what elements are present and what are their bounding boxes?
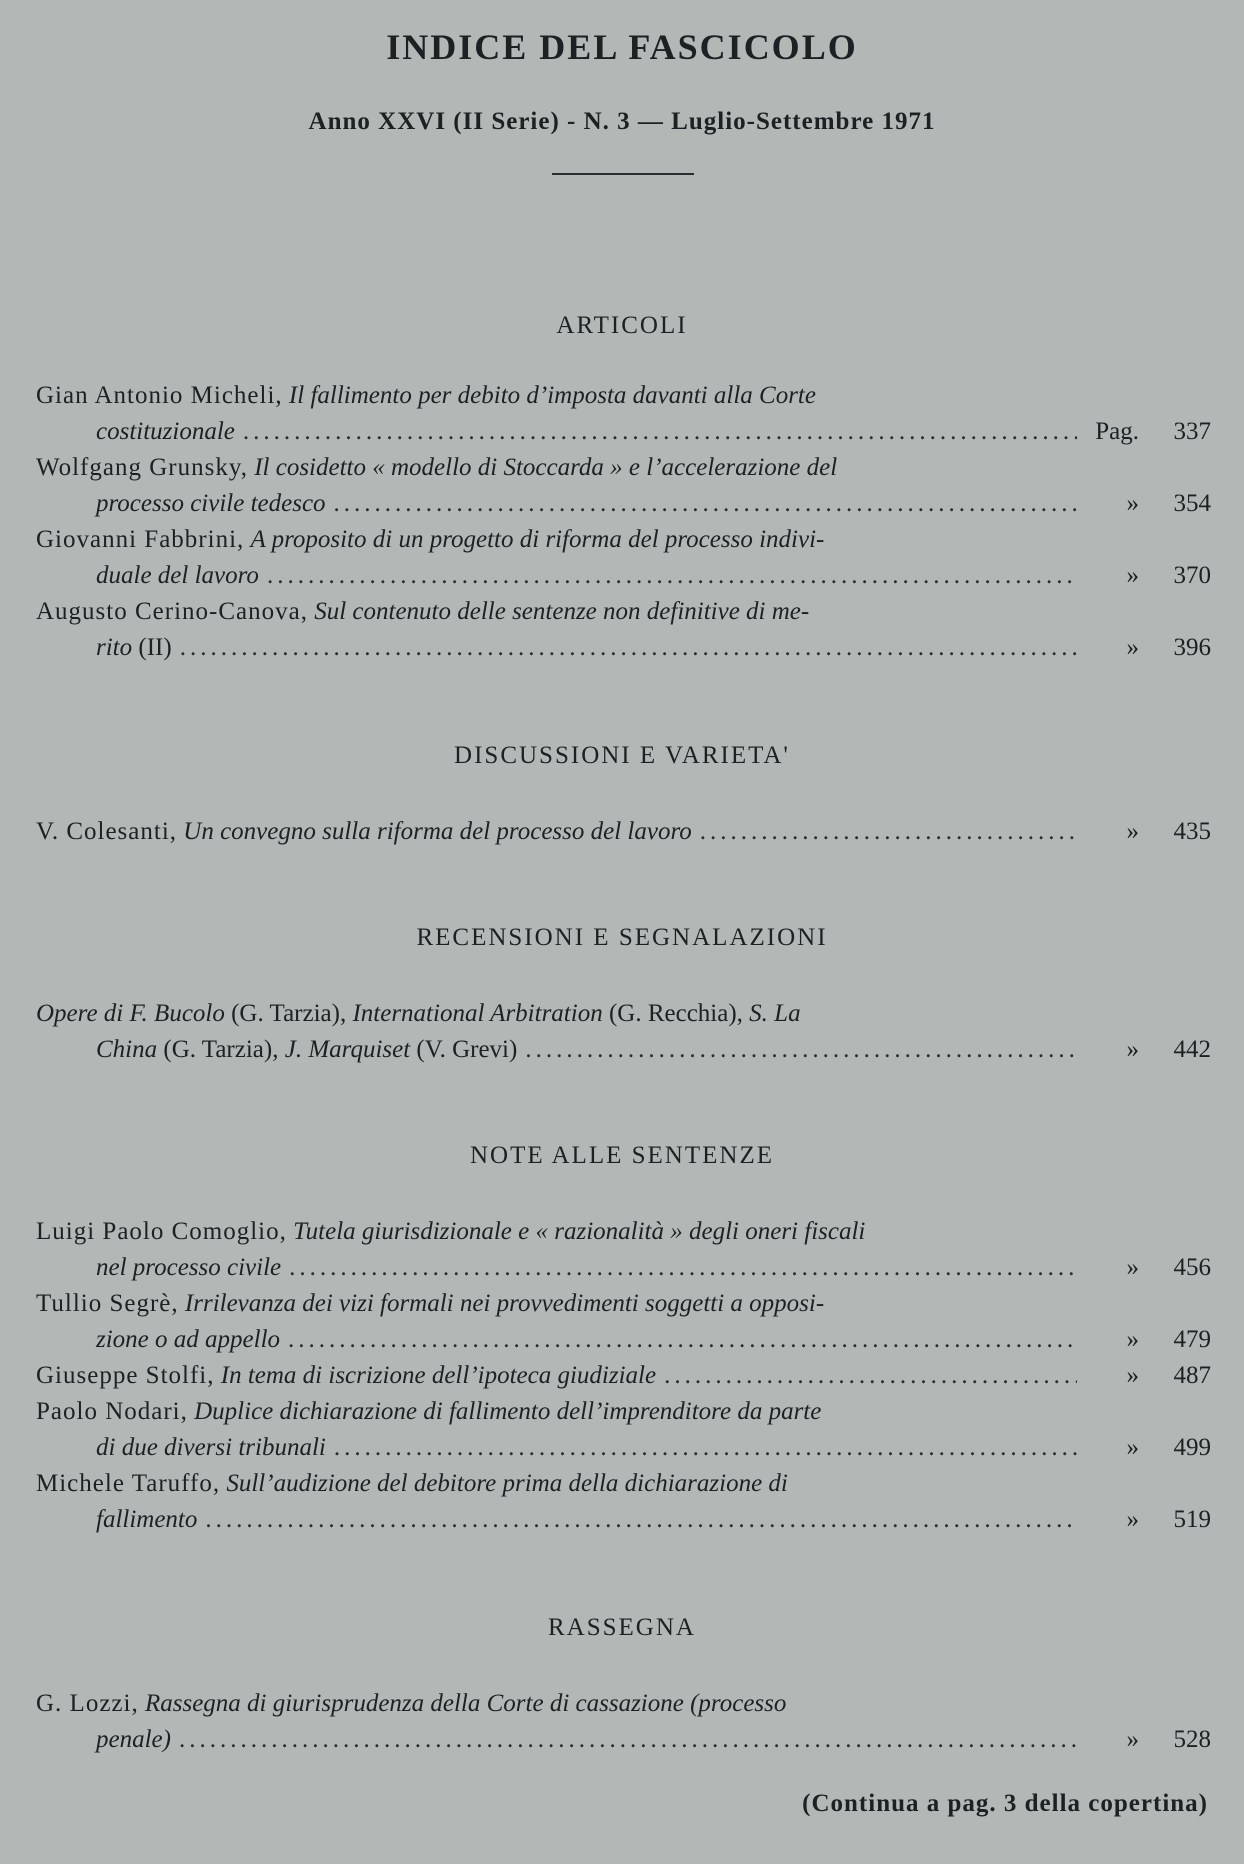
entry-title: Il fallimento per debito d’imposta davanti alla Corte (288, 382, 816, 409)
entry-title-cont: costituzionale (96, 418, 235, 445)
page-number: 519 (1173, 1506, 1211, 1533)
leader-dots (334, 486, 1077, 522)
entry-title: Un convegno sulla riforma del processo del lavoro (183, 818, 692, 845)
page-number: 396 (1173, 634, 1211, 661)
entry-author: G. Lozzi, (36, 1690, 139, 1717)
entry-author: Gian Antonio Micheli, (36, 382, 283, 409)
page-prefix: » (1126, 1726, 1139, 1753)
entry-title-cont: di due diversi tribunali (96, 1434, 326, 1461)
toc-entry (36, 522, 1211, 594)
reviewed-work: China (96, 1036, 158, 1063)
toc-entry (36, 1466, 1211, 1538)
leader-dots (288, 1322, 1077, 1358)
page-number: 456 (1173, 1254, 1211, 1281)
reviewer: (G. Tarzia), (157, 1036, 285, 1063)
entry-title-part: (II) (132, 634, 172, 661)
entry-title: Rassegna di giurisprudenza della Corte di cassazione (processo (144, 1690, 787, 1717)
section-heading-recensioni: RECENSIONI E SEGNALAZIONI (416, 924, 828, 951)
page-number: 435 (1173, 818, 1211, 845)
entry-title-cont: rito (96, 634, 133, 661)
page-prefix: Pag. (1095, 418, 1139, 445)
page-number: 442 (1173, 1036, 1211, 1063)
page-title: INDICE DEL FASCICOLO (386, 27, 858, 67)
entry-title-cont: processo civile tedesco (96, 490, 326, 517)
page-prefix: » (1126, 562, 1139, 589)
leader-dots (205, 1502, 1077, 1538)
entry-title: A proposito di un progetto di riforma del processo indivi- (250, 526, 825, 553)
entry-author: Wolfgang Grunsky, (36, 454, 248, 481)
toc-entry (36, 1394, 1211, 1466)
leader-dots (243, 414, 1077, 450)
page-prefix: » (1126, 1434, 1139, 1461)
entry-title-cont: nel processo civile (96, 1254, 282, 1281)
issue-subtitle: Anno XXVI (II Serie) - N. 3 — Luglio-Settembre 1971 (308, 108, 936, 135)
toc-entry (36, 450, 1211, 522)
entry-title: Sull’audizione del debitore prima della dichiarazione di (226, 1470, 788, 1497)
toc-entry (36, 1686, 1211, 1758)
entry-title-cont: fallimento (96, 1506, 198, 1533)
continuation-note: (Continua a pag. 3 della copertina) (802, 1790, 1208, 1817)
reviewed-work: International Arbitration (352, 1000, 603, 1027)
reviewed-work: S. La (749, 1000, 801, 1027)
entry-author: Paolo Nodari, (36, 1398, 188, 1425)
page-prefix: » (1126, 634, 1139, 661)
title-rule (552, 173, 694, 175)
leader-dots (700, 814, 1077, 850)
toc-entry (36, 594, 1211, 666)
leader-dots (334, 1430, 1077, 1466)
toc-entry (36, 378, 1211, 450)
leader-dots (267, 558, 1077, 594)
page-prefix: » (1126, 1036, 1139, 1063)
leader-dots (180, 630, 1077, 666)
entry-title: Irrilevanza dei vizi formali nei provvedimenti soggetti a opposi- (184, 1290, 825, 1317)
leader-dots (664, 1358, 1077, 1394)
page-prefix: » (1126, 1254, 1139, 1281)
leader-dots (289, 1250, 1077, 1286)
page-prefix: » (1126, 490, 1139, 517)
entry-title-cont: penale) (96, 1726, 171, 1753)
page-number: 528 (1173, 1726, 1211, 1753)
entry-title: Duplice dichiarazione di fallimento dell’imprenditore da parte (194, 1398, 822, 1425)
page-prefix: » (1126, 1362, 1139, 1389)
entry-title-cont: duale del lavoro (96, 562, 259, 589)
entry-author: V. Colesanti, (36, 818, 178, 845)
reviewer: (V. Grevi) (410, 1036, 518, 1063)
page-number: 499 (1173, 1434, 1211, 1461)
page-number: 354 (1173, 490, 1211, 517)
reviewer: (G. Recchia), (602, 1000, 750, 1027)
toc-entry (36, 1358, 1211, 1394)
page-number: 370 (1173, 562, 1211, 589)
leader-dots (525, 1032, 1077, 1068)
section-heading-articoli: ARTICOLI (556, 312, 688, 339)
entry-author: Michele Taruffo, (36, 1470, 221, 1497)
page-number: 337 (1173, 418, 1211, 445)
entry-author: Augusto Cerino-Canova, (36, 598, 308, 625)
toc-entry (36, 814, 1211, 850)
entry-title: Il cosidetto « modello di Stoccarda » e l’accelerazione del (254, 454, 838, 481)
page-prefix: » (1126, 1506, 1139, 1533)
entry-title: Tutela giurisdizionale e « razionalità » degli oneri fiscali (293, 1218, 866, 1245)
toc-entry (36, 1286, 1211, 1358)
reviewed-work: J. Marquiset (284, 1036, 411, 1063)
entry-author: Tullio Segrè, (36, 1290, 179, 1317)
section-heading-note: NOTE ALLE SENTENZE (469, 1142, 774, 1169)
entry-author: Luigi Paolo Comoglio, (36, 1218, 287, 1245)
entry-title: In tema di iscrizione dell’ipoteca giudiziale (220, 1362, 657, 1389)
reviewer: (G. Tarzia), (224, 1000, 353, 1027)
entry-title: Sul contenuto delle sentenze non definitive di me- (314, 598, 810, 625)
page-number: 479 (1173, 1326, 1211, 1353)
page-prefix: » (1126, 818, 1139, 845)
entry-title-cont: zione o ad appello (96, 1326, 281, 1353)
page-prefix: » (1126, 1326, 1139, 1353)
entry-author: Giovanni Fabbrini, (36, 526, 245, 553)
leader-dots (179, 1722, 1077, 1758)
reviewed-work: Opere di F. Bucolo (36, 1000, 225, 1027)
section-heading-discussioni: DISCUSSIONI E VARIETA' (454, 742, 790, 769)
entry-author: Giuseppe Stolfi, (36, 1362, 215, 1389)
page-number: 487 (1173, 1362, 1211, 1389)
toc-entry (36, 1214, 1211, 1286)
toc-entry (36, 996, 1211, 1068)
section-heading-rassegna: RASSEGNA (548, 1614, 696, 1641)
